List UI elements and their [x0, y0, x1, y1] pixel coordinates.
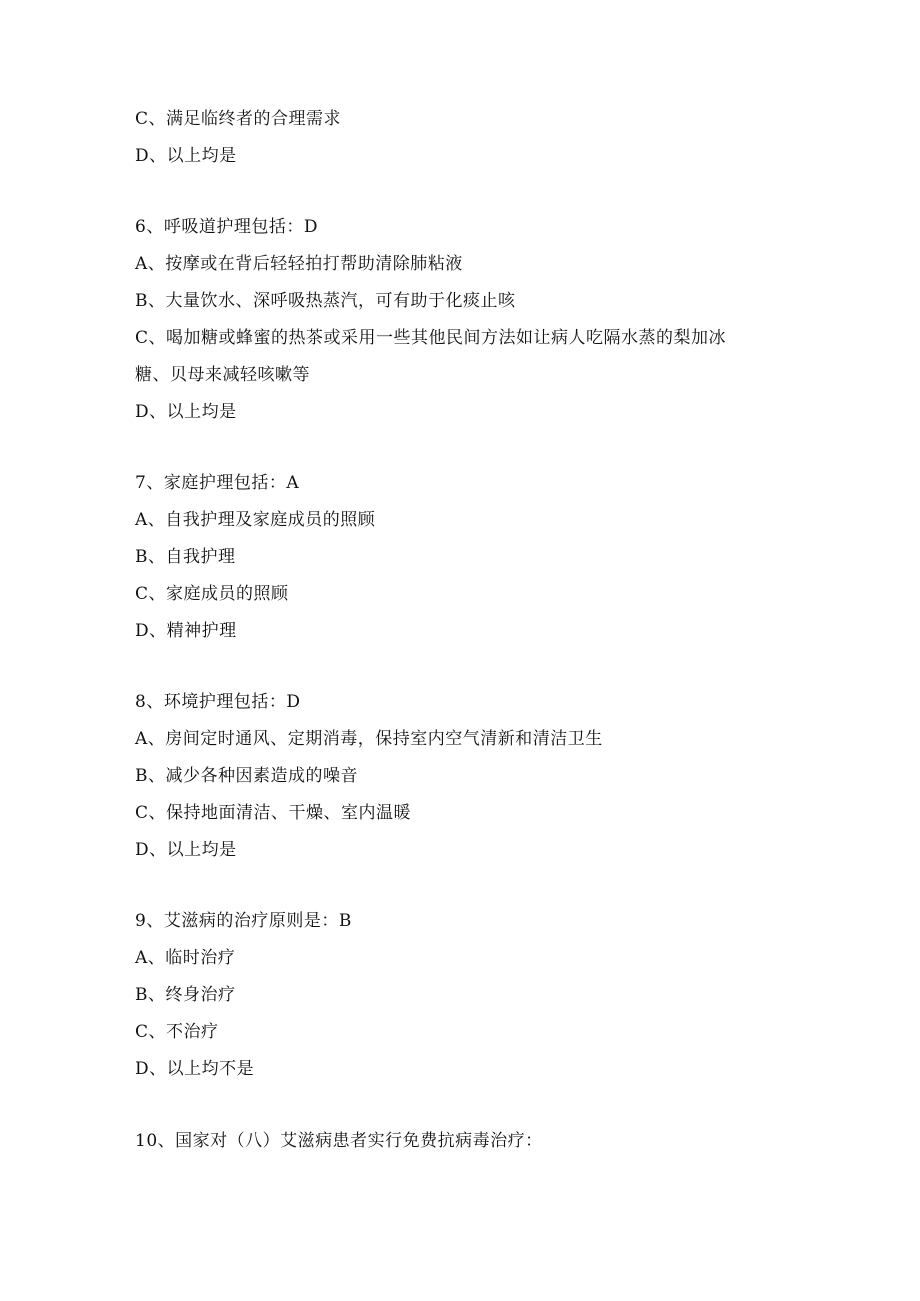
question-7-option-d: D、精神护理 — [135, 621, 237, 641]
question-9-text: 9、艾滋病的治疗原则是：B — [135, 911, 352, 931]
question-8-option-c: C、保持地面清洁、干燥、室内温暖 — [135, 803, 412, 823]
question-9-option-b: B、终身治疗 — [135, 985, 236, 1005]
option-d-text: D、以上均是 — [135, 146, 237, 166]
question-6-option-c-continued: 糖、贝母来减轻咳嗽等 — [135, 365, 310, 385]
question-6-option-a: A、按摩或在背后轻轻拍打帮助清除肺粘液 — [135, 254, 463, 274]
question-8-text: 8、环境护理包括：D — [135, 692, 301, 712]
question-6-option-b: B、大量饮水、深呼吸热蒸汽，可有助于化痰止咳 — [135, 291, 516, 311]
question-9-option-c: C、不治疗 — [135, 1022, 219, 1042]
question-7-option-b: B、自我护理 — [135, 547, 236, 567]
question-6-option-c: C、喝加糖或蜂蜜的热茶或采用一些其他民间方法如让病人吃隔水蒸的梨加冰 — [135, 328, 727, 348]
option-c-text: C、满足临终者的合理需求 — [135, 109, 342, 129]
question-6-text: 6、呼吸道护理包括：D — [135, 217, 318, 237]
question-8-option-a: A、房间定时通风、定期消毒，保持室内空气清新和清洁卫生 — [135, 729, 603, 749]
question-8-option-d: D、以上均是 — [135, 840, 237, 860]
question-10-text: 10、国家对（八）艾滋病患者实行免费抗病毒治疗： — [135, 1131, 543, 1151]
question-7-text: 7、家庭护理包括：A — [135, 473, 300, 493]
question-9-option-a: A、临时治疗 — [135, 948, 236, 968]
question-6-option-d: D、以上均是 — [135, 402, 237, 422]
question-7-option-a: A、自我护理及家庭成员的照顾 — [135, 510, 376, 530]
question-8-option-b: B、减少各种因素造成的噪音 — [135, 766, 358, 786]
question-9-option-d: D、以上均不是 — [135, 1059, 255, 1079]
question-7-option-c: C、家庭成员的照顾 — [135, 584, 289, 604]
